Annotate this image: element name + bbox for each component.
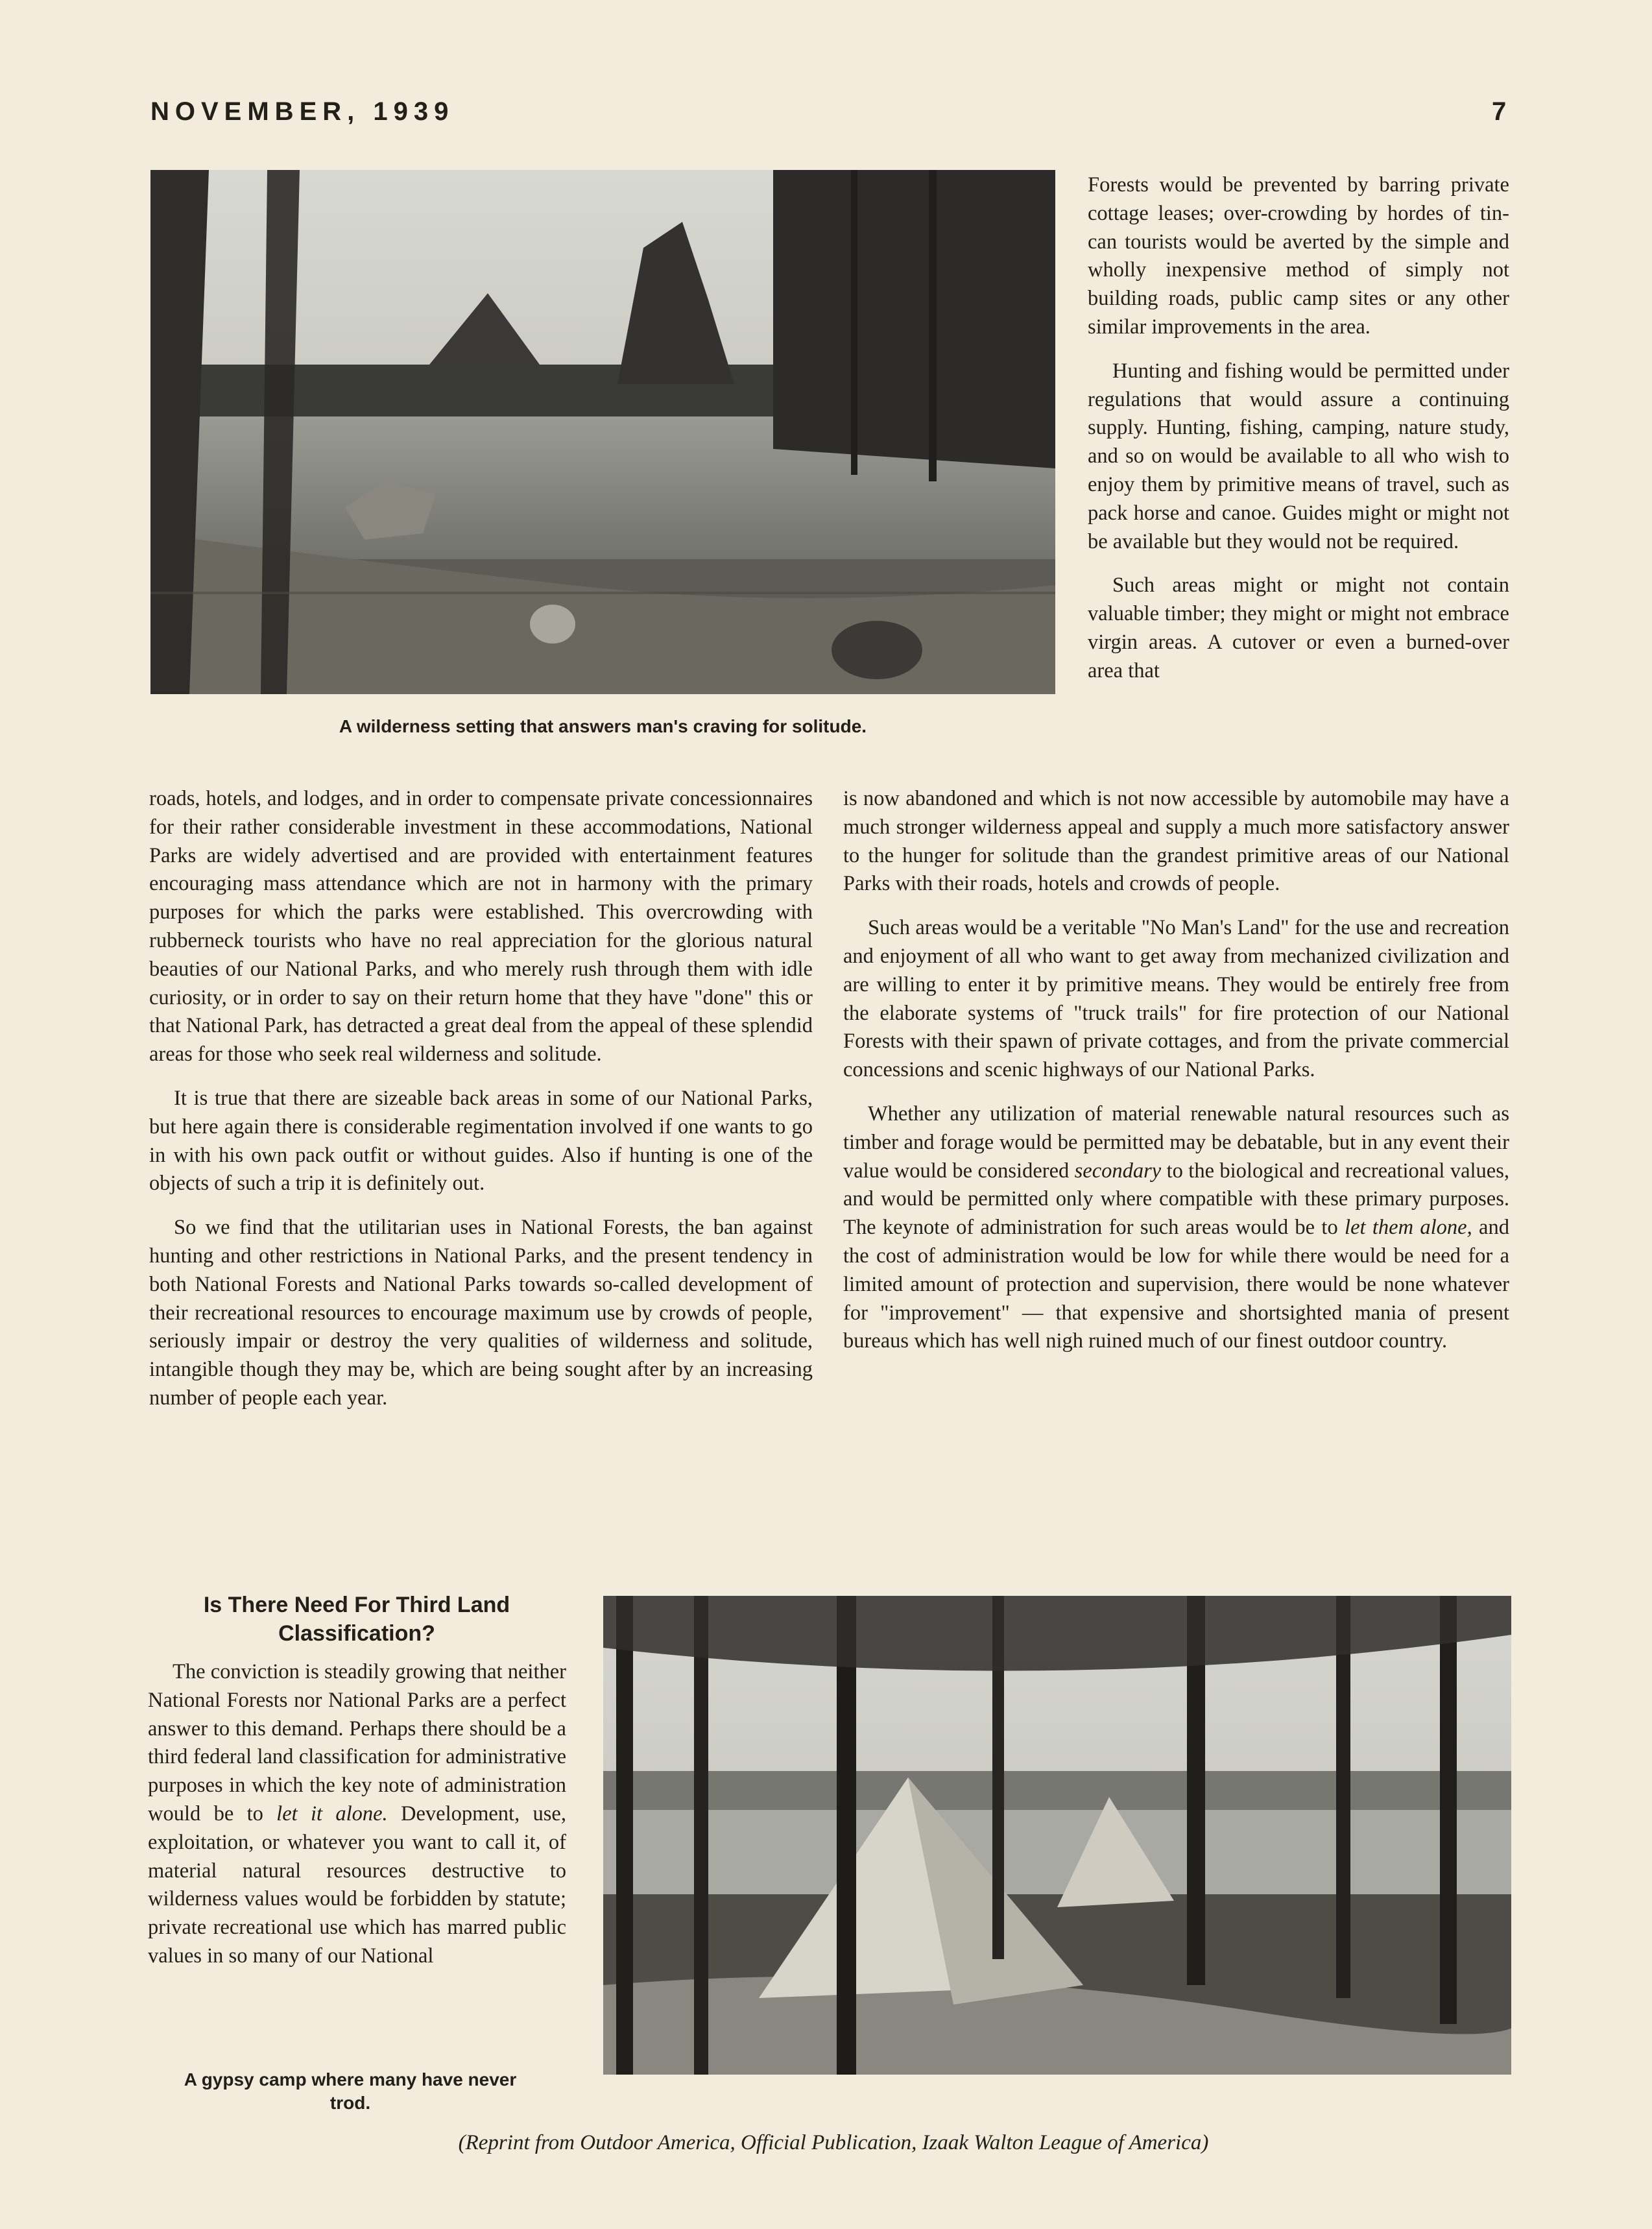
paragraph: is now abandoned and which is not now accessible by automobile may have a much stronger wilderness appeal and supply a much more satisfactory answer to the hunger for solitude than the grandest primitive areas of our National Parks with their roads, hotels and crowds of people.	[843, 787, 1509, 896]
left-column	[149, 785, 813, 1428]
paragraph: It is true that there are sizeable back areas in some of our National Parks, but here again there is considerable regimentation involved if one wants to go in with his own pack outfit or without guides. Also if hunting is one of the objects of such a trip it is definitely out.	[149, 1086, 813, 1196]
paragraph: roads, hotels, and lodges, and in order to compensate private concessionnaires for their rather considerable investment in these accommodations, National Parks are widely advertised and are provided with entertainment features encouraging mass attendance which are not in harmony with the primary purposes for which the parks were established. This overcrowding with rubberneck tourists who have no real appreciation for the glorious natural beauties of our National Parks, and who merely rush through them with idle curiosity, or in order to say on their return home that they have "done" this or that National Park, has detracted a great deal from the appeal of these splendid areas for those who seek real wilderness and solitude.	[149, 787, 813, 1066]
paragraph: Hunting and fishing would be permitted under regulations that would assure a continuing supply. Hunting, fishing, camping, nature study, and so on would be available to all who wish to enjoy them by primitive means of travel, such as pack horse and canoe. Guides might or might not be available but they would not be required.	[1088, 359, 1509, 553]
paragraph: Such areas might or might not contain valuable timber; they might or might not embrace virgin areas. A cutover or even a burned-over area that	[1088, 573, 1509, 682]
paragraph: Forests would be prevented by barring private cottage leases; over-crowding by hordes of tin-can tourists would be averted by the simple and wholly inexpensive method of simply not building roads, public camp sites or any other similar improvements in the area.	[1088, 173, 1509, 339]
reprint-footer: (Reprint from Outdoor America, Official Publication, Izaak Walton League of America)	[458, 2131, 1209, 2154]
page-number: 7	[1492, 97, 1507, 126]
photo1-caption: A wilderness setting that answers man's craving for solitude.	[339, 716, 867, 736]
subsection-heading: Is There Need For Third Land Classification?	[203, 1593, 510, 1646]
wilderness-lake-photo	[150, 170, 1055, 694]
paragraph: The conviction is steadily growing that neither National Forests nor National Parks are a perfect answer to this demand. Perhaps there should be a third federal land classification for administrative purposes in which the key note of administration would be to let it alone. Development, use, exploitation, or whatever you want to call it, of material natural resources destructive to wilderness values would be forbidden by statute; private recreational use which has marred public values in so many of our National	[148, 1660, 566, 1968]
right-column-top	[1088, 171, 1509, 686]
gypsy-camp-photo	[603, 1596, 1511, 2075]
issue-date: NOVEMBER, 1939	[150, 97, 455, 126]
paragraph: Whether any utilization of material renewable natural resources such as timber and forage would be permitted may be debatable, but in any event their value would be considered secondary to the biological and recreational values, and would be permitted only where compatible with these primary purposes. The keynote of administration for such areas would be to let them alone, and the cost of administration would be low for while there would be need for a limited amount of protection and supervision, there would be none whatever for "improvement" — that expensive and shortsighted mania of present bureaus which has well nigh ruined much of our finest outdoor country.	[843, 1102, 1509, 1353]
paragraph: So we find that the utilitarian uses in National Forests, the ban against hunting and other restrictions in National Parks, and the present tendency in both National Forests and National Parks towards so-called development of their recreational resources to encourage maximum use by crowds of people, seriously impair or destroy the very qualities of wilderness and solitude, intangible though they may be, which are being sought after by an increasing number of people each year.	[149, 1216, 813, 1410]
paragraph: Such areas would be a veritable "No Man's Land" for the use and recreation and enjoyment of all who want to get away from mechanized civilization and are willing to enter it by primitive means. They would be entirely free from the elaborate systems of "truck trails" for fire protection of our National Forests with their spawn of private cottages, and from the private commercial concessions and scenic highways of our National Parks.	[843, 916, 1509, 1082]
photo2-caption: A gypsy camp where many have never trod.	[184, 2069, 517, 2113]
subsection-column	[148, 1658, 566, 1986]
right-column-middle	[843, 785, 1509, 1371]
